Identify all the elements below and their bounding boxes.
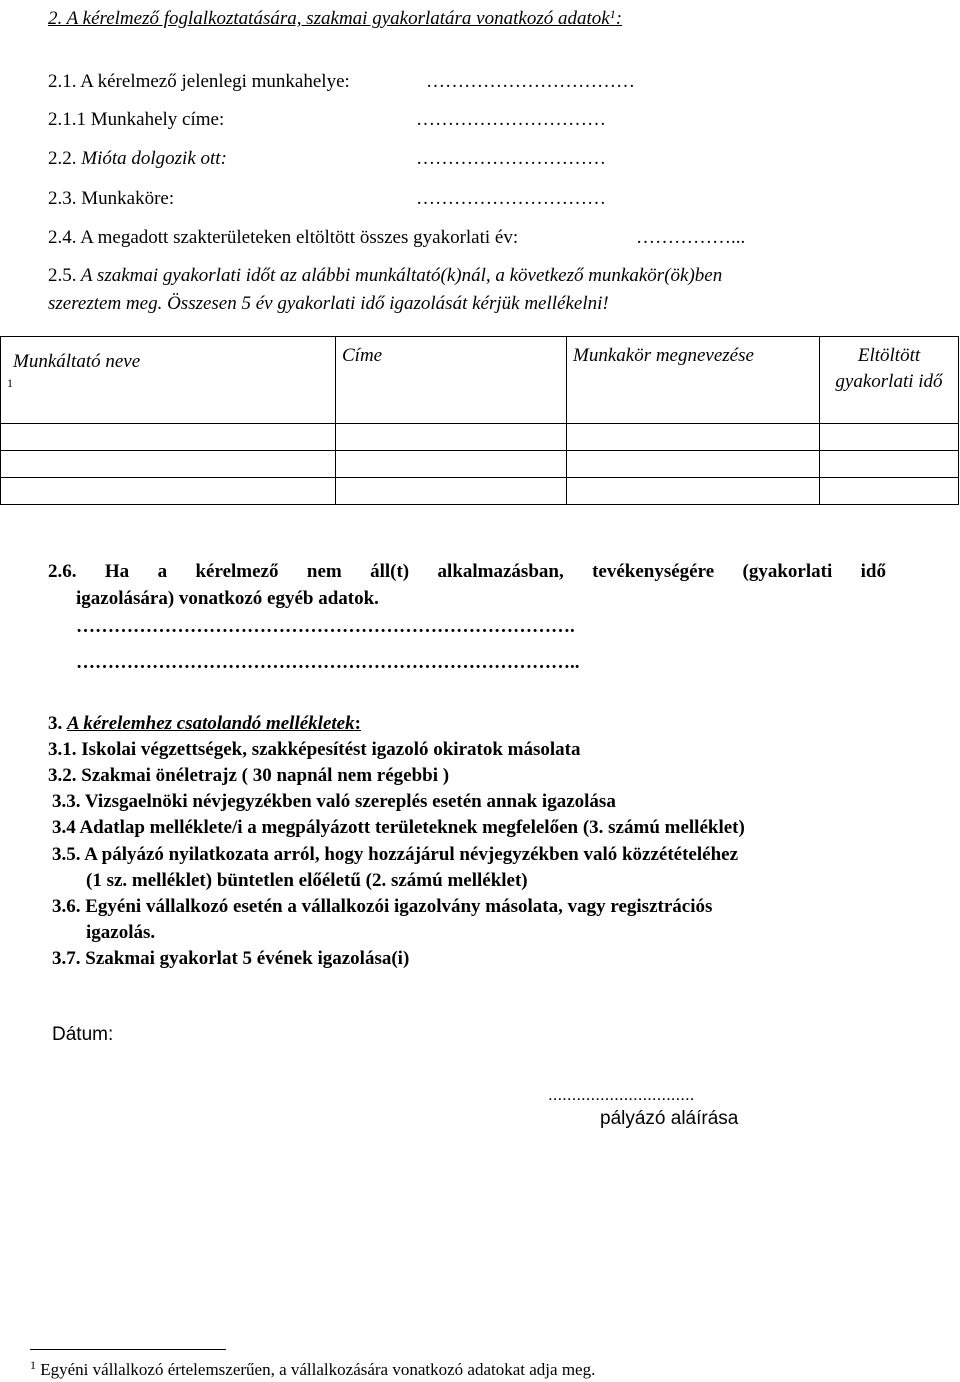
table-row [1, 424, 959, 451]
table-cell[interactable] [1, 424, 336, 451]
header-address: Címe [336, 337, 567, 424]
attachment-3-6: 3.6. Egyéni vállalkozó esetén a vállalkozói igazolvány másolata, vagy regisztrációs [52, 896, 713, 917]
attachment-3-2: 3.2. Szakmai önéletrajz ( 30 napnál nem régebbi ) [48, 765, 450, 786]
table-row [1, 478, 959, 505]
attachment-3-1: 3.1. Iskolai végzettségek, szakképesítést igazoló okiratok másolata [48, 739, 581, 760]
section-2-title: 2. A kérelmező foglalkoztatására, szakmai gyakorlatára vonatkozó adatok$^1$: [48, 7, 623, 29]
item-2-2-fill[interactable]: ………………………… [416, 148, 606, 169]
item-2-3-fill[interactable]: ………………………… [416, 188, 606, 209]
item-2-6-line2: igazolására) vonatkozó egyéb adatok. [76, 588, 379, 609]
table-cell[interactable] [567, 424, 820, 451]
table-cell[interactable] [1, 478, 336, 505]
signature-line[interactable]: ............................... [548, 1085, 695, 1104]
item-2-2: 2.2. Mióta dolgozik ott: [48, 148, 227, 169]
table-header-row [1, 337, 959, 424]
item-2-3: 2.3. Munkaköre: [48, 188, 175, 209]
header-job-title: Munkakör megnevezése [567, 337, 820, 424]
attachment-3-6-cont: igazolás. [86, 922, 156, 943]
table-cell[interactable] [567, 478, 820, 505]
item-2-1-1: 2.1.1 Munkahely címe: [48, 109, 225, 130]
date-label: Dátum: [52, 1024, 114, 1045]
item-2-1: 2.1. A kérelmező jelenlegi munkahelye: [48, 71, 350, 92]
attachment-3-7: 3.7. Szakmai gyakorlat 5 évének igazolása(i) [52, 948, 410, 969]
item-2-5-line1: 2.5. A szakmai gyakorlati időt az alábbi munkáltató(k)nál, a következő munkakör(ök)ben [48, 265, 723, 286]
table-cell[interactable] [336, 478, 567, 505]
footnote-divider [30, 1349, 226, 1350]
item-2-6-fill-1[interactable]: ……………………………………………………………………. [76, 616, 575, 637]
attachment-3-5: 3.5. A pályázó nyilatkozata arról, hogy hozzájárul névjegyzékben való közzétételéhez [52, 844, 739, 865]
table-cell[interactable] [336, 424, 567, 451]
section-3-title: 3. A kérelemhez csatolandó mellékletek: [48, 713, 361, 734]
attachment-3-4: 3.4 Adatlap melléklete/i a megpályázott területeknek megfelelően (3. számú melléklet) [52, 817, 745, 838]
table-cell[interactable] [336, 451, 567, 478]
signature-caption: pályázó aláírása [600, 1108, 739, 1129]
header-time-spent: Eltöltött gyakorlati idő [820, 337, 959, 424]
table-cell[interactable] [820, 424, 959, 451]
item-2-5-line2: szereztem meg. Összesen 5 év gyakorlati idő igazolását kérjük mellékelni! [48, 293, 609, 314]
table-cell[interactable] [567, 451, 820, 478]
attachment-3-3: 3.3. Vizsgaelnöki névjegyzékben való szereplés esetén annak igazolása [52, 791, 616, 812]
item-2-1-fill[interactable]: …………………………… [426, 71, 635, 92]
header-employer-name: Munkáltató neve $^1$ [1, 337, 336, 424]
table-cell[interactable] [1, 451, 336, 478]
item-2-4-fill[interactable]: ……………... [636, 227, 746, 248]
item-2-1-1-fill[interactable]: ………………………… [416, 109, 606, 130]
employer-table [0, 336, 959, 505]
attachment-3-5-cont: (1 sz. melléklet) büntetlen előéletű (2. számú melléklet) [86, 870, 528, 891]
item-2-6-line1: 2.6. Ha a kérelmező nem áll(t) alkalmazásban, tevékenységére (gyakorlati idő [48, 561, 886, 582]
footnote: $^1$ Egyéni vállalkozó értelemszerűen, a vállalkozására vonatkozó adatokat adja meg. [30, 1358, 596, 1379]
item-2-6-fill-2[interactable]: …………………………………………………………………….. [76, 652, 580, 673]
table-cell[interactable] [820, 451, 959, 478]
item-2-4: 2.4. A megadott szakterületeken eltöltött összes gyakorlati év: [48, 227, 519, 248]
table-cell[interactable] [820, 478, 959, 505]
table-row [1, 451, 959, 478]
